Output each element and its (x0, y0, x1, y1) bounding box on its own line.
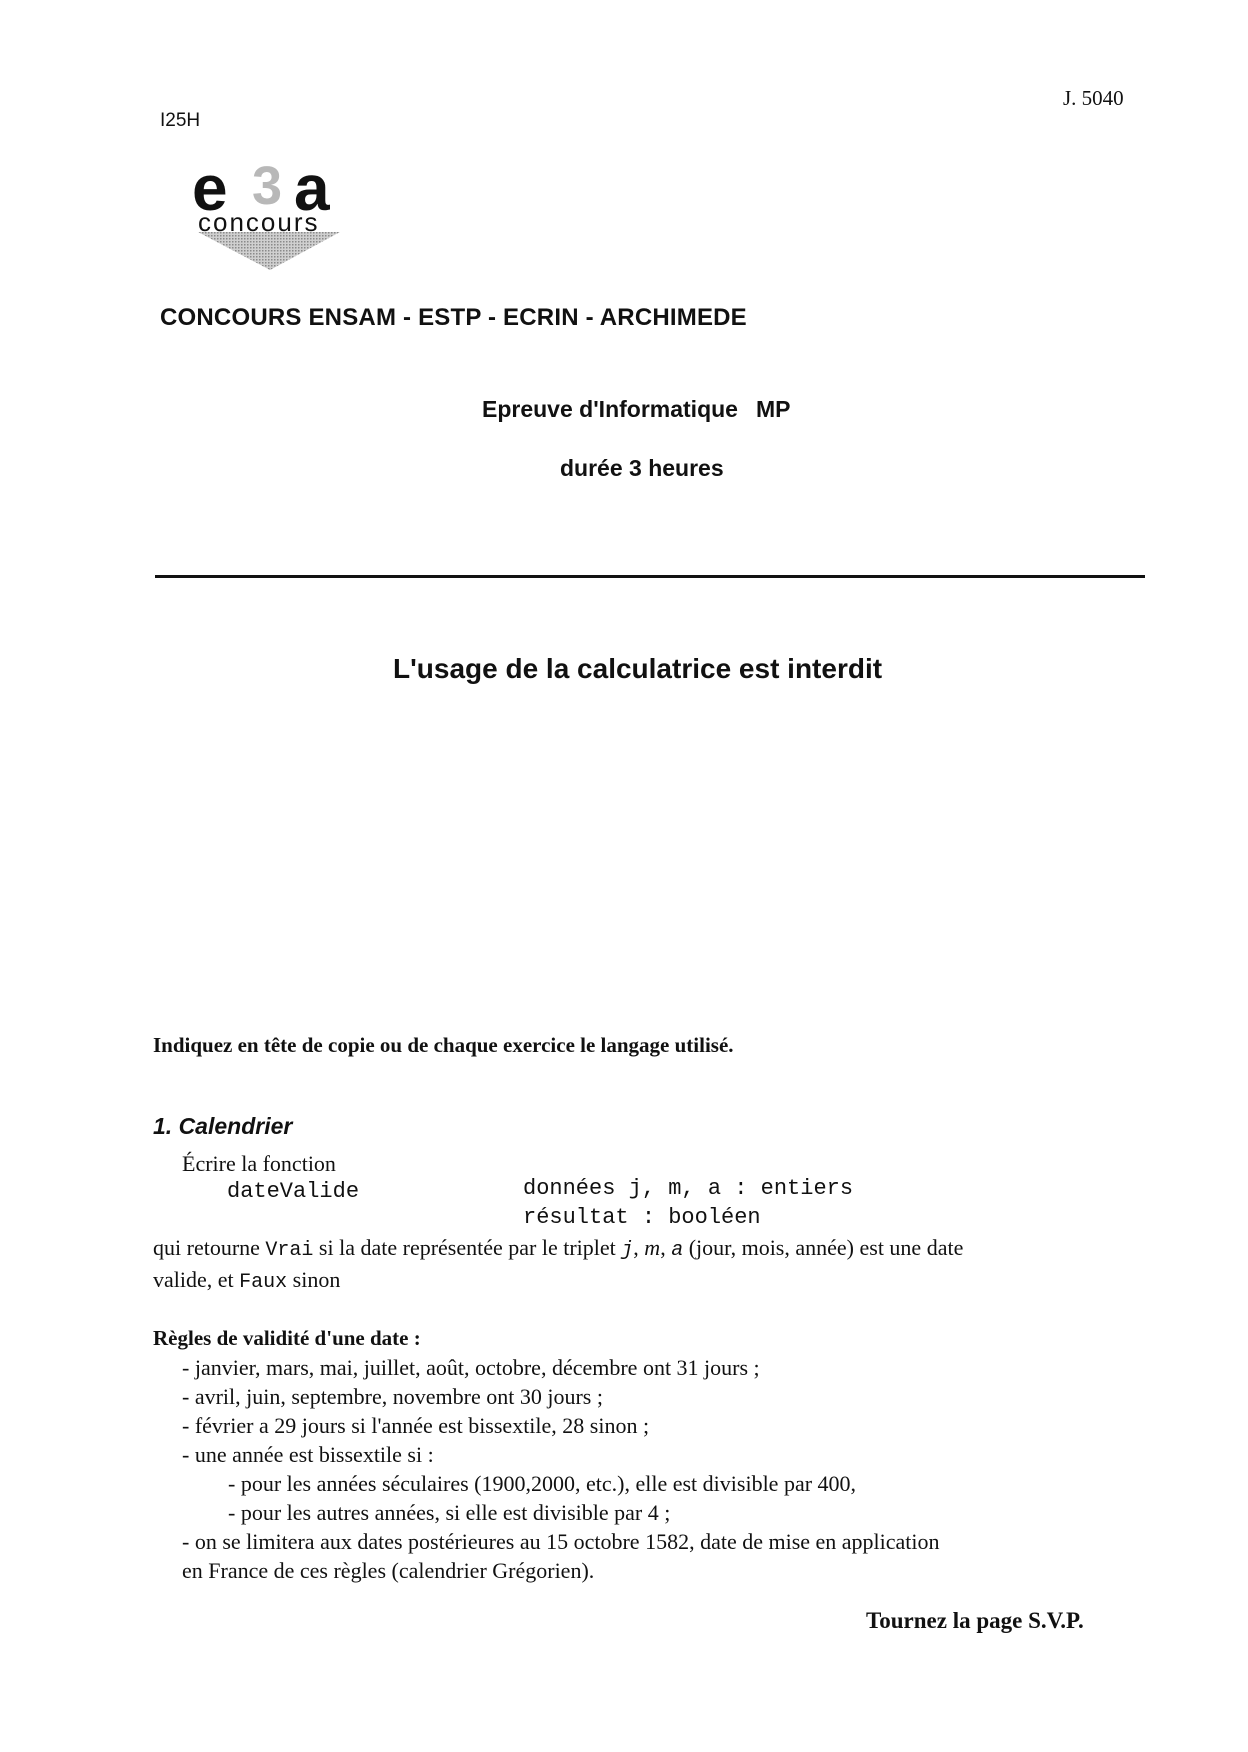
language-instruction: Indiquez en tête de copie ou de chaque exercice le langage utilisé. (153, 1033, 734, 1057)
rules-title: Règles de validité d'une date : (153, 1326, 421, 1350)
rule-item: - janvier, mars, mai, juillet, août, octobre, décembre ont 31 jours ; (182, 1355, 760, 1380)
desc-text: sinon (287, 1267, 341, 1292)
desc-text: (jour, mois, année) est une date (683, 1235, 964, 1260)
function-inputs: données j, m, a : entiers (523, 1176, 854, 1201)
rule-item: - février a 29 jours si l'année est bissextile, 28 sinon ; (182, 1413, 650, 1438)
exam-track: MP (755, 396, 791, 422)
desc-var-m: m (644, 1235, 661, 1260)
logo-letter-a: a (294, 152, 330, 224)
desc-var-a: a (671, 1239, 684, 1262)
desc-text: valide, et (153, 1267, 240, 1292)
desc-false-keyword: Faux (239, 1271, 288, 1294)
logo-letter-e: e (192, 152, 228, 224)
desc-text: , (633, 1235, 645, 1260)
rule-item-continuation: en France de ces règles (calendrier Grégorien). (182, 1558, 595, 1583)
function-name: dateValide (227, 1179, 360, 1204)
e3a-logo (190, 148, 360, 276)
desc-true-keyword: Vrai (265, 1239, 314, 1262)
rule-subitem: - pour les années séculaires (1900,2000, etc.), elle est divisible par 400, (228, 1471, 857, 1496)
exam-duration: durée 3 heures (560, 455, 724, 481)
rule-subitem: - pour les autres années, si elle est divisible par 4 ; (228, 1500, 671, 1525)
rule-item: - une année est bissextile si : (182, 1442, 434, 1467)
desc-text: si la date représentée par le triplet (313, 1235, 622, 1260)
desc-text: qui retourne (153, 1235, 266, 1260)
function-result: résultat : booléen (523, 1205, 761, 1230)
logo-chevron (198, 232, 340, 270)
calculator-notice: L'usage de la calculatrice est interdit (393, 653, 883, 684)
function-intro: Écrire la fonction (182, 1151, 336, 1176)
rule-item: - on se limitera aux dates postérieures au 15 octobre 1582, date de mise en application (182, 1529, 940, 1554)
e3a-logo-graphic (190, 148, 360, 276)
description-line-2 (153, 1267, 340, 1294)
desc-var-j: j (621, 1239, 634, 1262)
logo-digit-3: 3 (252, 156, 283, 216)
turn-page-note: Tournez la page S.V.P. (866, 1608, 1084, 1633)
competition-title: CONCOURS ENSAM - ESTP - ECRIN - ARCHIMEDE (160, 304, 747, 331)
series-code: I25H (160, 110, 201, 131)
exam-subject: Epreuve d'Informatique (482, 396, 738, 422)
horizontal-rule (155, 575, 1145, 578)
desc-text: , (660, 1235, 672, 1260)
exam-title (482, 396, 790, 423)
description-line-1 (153, 1235, 963, 1262)
rule-item: - avril, juin, septembre, novembre ont 30 jours ; (182, 1384, 603, 1409)
document-code: J. 5040 (1063, 86, 1124, 110)
logo-word-concours: concours (198, 207, 320, 237)
section-title: 1. Calendrier (153, 1113, 293, 1139)
